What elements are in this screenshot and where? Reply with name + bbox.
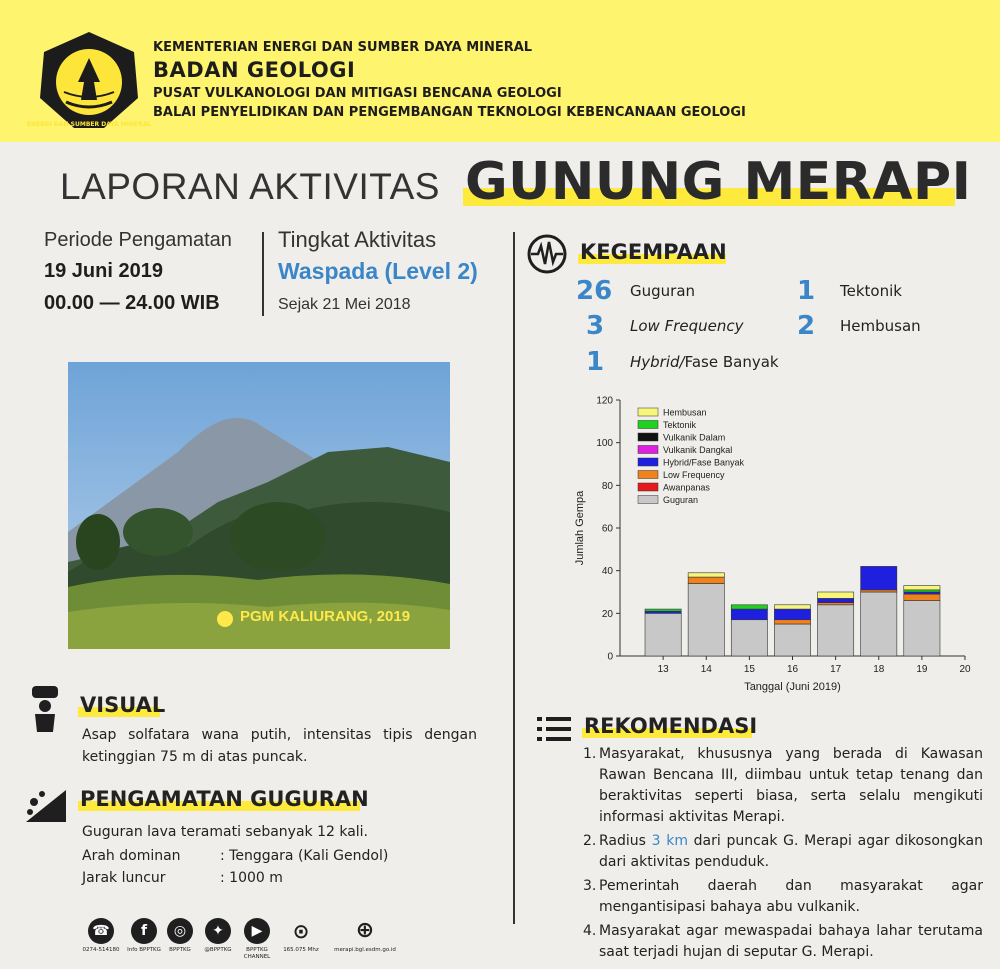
y-tick-label: 100 [596,438,613,450]
x-tick-label: 19 [916,664,928,675]
y-axis-label: Jumlah Gempa [574,490,586,566]
bar-segment [774,620,810,624]
bar-segment [904,594,940,600]
item-text: Pemerintah daerah dan masyarakat agar mengantisipasi bahaya abu vulkanik. [599,878,983,915]
stat-lf-label: Low Frequency [630,317,744,335]
bar-segment [818,592,854,598]
arah-label: Arah dominan [82,848,181,864]
x-tick-label: 13 [657,664,669,675]
bar-segment [731,620,767,656]
footer-radio[interactable] [278,918,324,954]
y-tick-label: 20 [601,608,613,620]
agency-name: BADAN GEOLOGI [153,58,356,82]
arah-value: : Tenggara (Kali Gendol) [220,848,389,864]
stat-hybrid-label [630,353,779,371]
bar-segment [861,592,897,656]
jarak-label: Jarak luncur [82,870,166,886]
youtube-icon: ▶ [244,918,270,944]
legend-swatch [638,471,658,479]
item-text-post: dari puncak G. Merapi agar dikosongkan dari aktivitas penduduk. [599,833,983,870]
legend-label: Low Frequency [663,470,725,480]
logo-text: ENERGI DAN SUMBER DAYA MINERAL [26,121,152,128]
stat-hybrid-label-rest: Fase Banyak [684,353,779,371]
bar-segment [818,605,854,656]
visual-title: VISUAL [80,693,166,717]
bar-segment [731,609,767,620]
bar-segment [861,566,897,589]
stat-tektonik-label: Tektonik [840,282,902,300]
bar-segment [774,609,810,620]
item-text: Masyarakat agar mewaspadai bahaya lahar terutama saat terjadi hujan di seputar G. Merapi. [599,923,983,960]
twitter-icon: ✦ [205,918,231,944]
header-banner [0,0,1000,142]
tingkat-label: Tingkat Aktivitas [278,227,437,252]
list-icon [537,716,571,742]
merapi-photo [68,362,450,649]
footer-twitter[interactable] [198,918,238,954]
jarak-value: : 1000 m [220,870,283,886]
footer-youtube[interactable] [236,918,278,961]
photo-caption: PGM KALIURANG, 2019 [240,608,411,625]
y-tick-label: 80 [601,480,613,492]
y-tick-label: 120 [596,395,613,407]
legend-swatch [638,483,658,491]
rekomendasi-item [583,876,983,918]
footer-website[interactable] [330,918,400,954]
bar-segment [688,577,724,583]
footer-instagram[interactable] [160,918,200,954]
legend-swatch [638,408,658,416]
rekomendasi-title: REKOMENDASI [584,714,758,738]
bar-segment [645,613,681,656]
main-divider [513,232,515,924]
rekomendasi-item [583,744,983,828]
legend-label: Tektonik [663,420,697,430]
globe-icon: ⊕ [355,918,375,943]
tingkat-value: Waspada (Level 2) [278,258,478,284]
legend-label: Hybrid/Fase Banyak [663,457,745,468]
item-number: 1. [583,746,597,762]
y-tick-label: 0 [607,651,613,663]
bar-segment [645,609,681,611]
title-volcano: GUNUNG MERAPI [465,152,972,212]
periode-label: Periode Pengamatan [44,229,232,251]
footer-label: merapi.bgl.esdm.go.id [334,947,396,953]
legend-swatch [638,433,658,441]
stat-guguran-count: 26 [576,276,613,306]
legend-label: Vulkanik Dangkal [663,445,733,455]
guguran-title: PENGAMATAN GUGURAN [80,787,369,811]
rockfall-icon [26,788,66,822]
bar-segment [688,583,724,656]
legend-swatch [638,458,658,466]
bar-segment [645,611,681,613]
item-number: 3. [583,878,597,894]
y-tick-label: 60 [601,523,613,535]
kegempaan-title: KEGEMPAAN [580,240,727,264]
rekomendasi-item [583,921,983,963]
x-tick-label: 18 [873,664,885,675]
facebook-icon: f [131,918,157,944]
x-axis-label: Tanggal (Juni 2019) [744,681,841,693]
radio-icon: ⊙ [292,919,310,943]
stat-guguran-label: Guguran [630,282,696,300]
item-number: 2. [583,833,597,849]
guguran-description: Guguran lava teramati sebanyak 12 kali. [82,824,369,840]
bar-segment [904,592,940,594]
footer-label: BPPTKG CHANNEL [243,947,271,960]
stat-lf-count: 3 [586,311,605,341]
footer-label: 0274-514180 [82,947,120,953]
esdm-logo [26,30,152,132]
x-tick-label: 17 [830,664,842,675]
bar-segment [904,586,940,590]
phone-icon: ☎ [88,918,114,944]
footer-label: 165.075 Mhz [283,947,319,953]
stat-hybrid-label-italic: Hybrid/ [630,353,685,371]
item-number: 4. [583,923,597,939]
ministry-name: KEMENTERIAN ENERGI DAN SUMBER DAYA MINERAL [153,40,533,55]
stat-hembusan-count: 2 [797,311,816,341]
tingkat-since: Sejak 21 Mei 2018 [278,296,411,313]
stat-hybrid-count: 1 [586,347,605,377]
stat-hembusan-label: Hembusan [840,317,921,335]
footer-label: BPPTKG [169,947,191,953]
x-tick-label: 15 [743,664,755,675]
stat-tektonik-count: 1 [797,276,816,306]
bar-segment [818,603,854,605]
x-tick-label: 20 [959,664,971,675]
periode-date: 19 Juni 2019 [44,260,163,282]
instagram-icon: ◎ [167,918,193,944]
bar-segment [818,598,854,602]
office-name: BALAI PENYELIDIKAN DAN PENGEMBANGAN TEKNOLOGI KEBENCANAAN GEOLOGI [153,105,746,120]
center-name: PUSAT VULKANOLOGI DAN MITIGASI BENCANA GEOLOGI [153,86,562,101]
legend-label: Awanpanas [663,482,710,493]
legend-label: Vulkanik Dalam [663,432,726,443]
bar-segment [774,624,810,656]
bar-segment [774,605,810,609]
x-tick-label: 16 [786,664,799,675]
seismograph-icon [527,234,567,274]
footer-phone[interactable] [76,918,126,954]
legend-label: Hembusan [663,407,707,418]
seismic-chart [570,388,980,700]
bar-segment [731,605,767,609]
title-left: LAPORAN AKTIVITAS [60,166,440,207]
bar-segment [904,601,940,656]
legend-swatch [638,496,658,504]
footer-label: Info BPPTKG [127,947,161,953]
rekomendasi-list [583,744,983,966]
legend-swatch [638,421,658,429]
x-tick-label: 14 [700,664,712,675]
legend-label: Guguran [663,495,699,505]
visual-description: Asap solfatara wana putih, intensitas tipis dengan ketinggian 75 m di atas puncak. [82,727,477,765]
divider [262,232,264,316]
legend-swatch [638,446,658,454]
rekomendasi-item [583,831,983,873]
bar-segment [904,590,940,592]
binoculars-icon [26,686,64,732]
item-text-highlight: 3 km [651,833,688,849]
bar-segment [861,590,897,592]
periode-time: 00.00 — 24.00 WIB [44,292,220,314]
footer-label: @BPPTKG [204,947,232,953]
item-text-pre: Radius [599,833,652,849]
y-tick-label: 40 [601,566,613,578]
bar-segment [688,573,724,577]
item-text: Masyarakat, khususnya yang berada di Kawasan Rawan Bencana III, diimbau untuk tetap tenang dan beraktivitas seperti biasa, serta selalu mengikuti informasi aktivitas Merapi. [599,746,983,825]
